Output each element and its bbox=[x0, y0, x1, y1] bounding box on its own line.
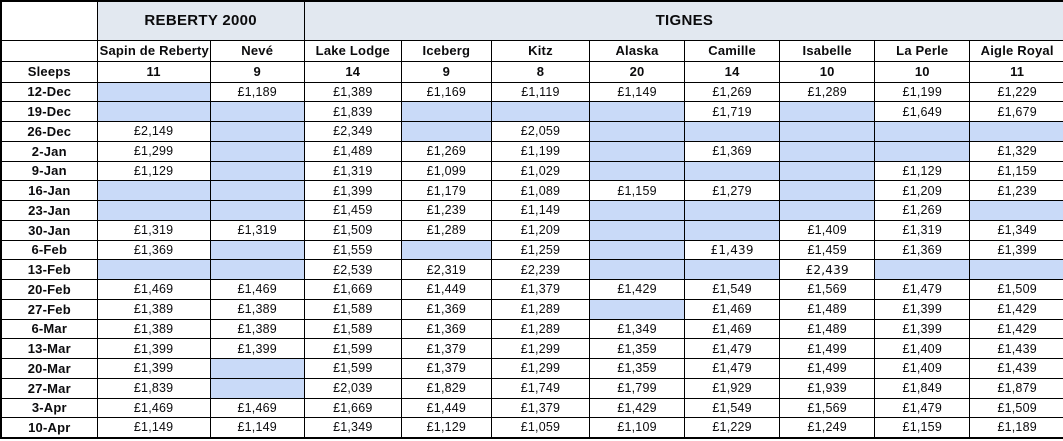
price-cell: £1,409 bbox=[780, 220, 875, 240]
week-row-3-apr bbox=[1, 398, 1063, 418]
chalet-header-spacer bbox=[1, 40, 97, 61]
unavailable-cell bbox=[875, 141, 970, 161]
date-label-13-mar: 13-Mar bbox=[1, 339, 97, 359]
unavailable-cell bbox=[970, 260, 1063, 280]
price-cell: £1,399 bbox=[304, 181, 401, 201]
date-label-13-feb: 13-Feb bbox=[1, 260, 97, 280]
unavailable-cell bbox=[210, 102, 304, 122]
price-cell: £1,929 bbox=[685, 378, 780, 398]
price-cell: £1,159 bbox=[590, 181, 685, 201]
unavailable-cell bbox=[685, 122, 780, 142]
price-cell: £1,379 bbox=[491, 398, 589, 418]
chalet-name-kitz: Kitz bbox=[491, 40, 589, 61]
unavailable-cell bbox=[685, 260, 780, 280]
price-cell: £1,749 bbox=[491, 378, 589, 398]
week-row-2-jan bbox=[1, 141, 1063, 161]
date-label-27-mar: 27-Mar bbox=[1, 378, 97, 398]
price-cell: £1,289 bbox=[780, 82, 875, 102]
price-cell: £1,469 bbox=[97, 398, 210, 418]
price-cell: £1,389 bbox=[210, 319, 304, 339]
price-cell: £2,439 bbox=[780, 260, 875, 280]
sleeps-value-sapin-de-reberty: 11 bbox=[97, 61, 210, 82]
price-cell: £1,199 bbox=[491, 141, 589, 161]
week-row-16-jan bbox=[1, 181, 1063, 201]
chalet-name-aigle-royal: Aigle Royal bbox=[970, 40, 1063, 61]
week-row-12-dec bbox=[1, 82, 1063, 102]
price-cell: £1,199 bbox=[875, 82, 970, 102]
price-cell: £1,359 bbox=[590, 339, 685, 359]
price-cell: £1,319 bbox=[875, 220, 970, 240]
price-cell: £1,509 bbox=[304, 220, 401, 240]
unavailable-cell bbox=[210, 122, 304, 142]
price-cell: £1,399 bbox=[97, 359, 210, 379]
price-cell: £1,449 bbox=[401, 280, 491, 300]
price-cell: £1,179 bbox=[401, 181, 491, 201]
price-cell: £1,189 bbox=[970, 418, 1063, 438]
unavailable-cell bbox=[590, 299, 685, 319]
price-cell: £1,189 bbox=[210, 82, 304, 102]
unavailable-cell bbox=[780, 201, 875, 221]
unavailable-cell bbox=[97, 260, 210, 280]
date-label-20-mar: 20-Mar bbox=[1, 359, 97, 379]
price-cell: £1,559 bbox=[304, 240, 401, 260]
price-cell: £2,039 bbox=[304, 378, 401, 398]
unavailable-cell bbox=[210, 378, 304, 398]
date-label-16-jan: 16-Jan bbox=[1, 181, 97, 201]
unavailable-cell bbox=[590, 122, 685, 142]
chalet-name-la-perle: La Perle bbox=[875, 40, 970, 61]
price-cell: £1,089 bbox=[491, 181, 589, 201]
week-row-13-feb bbox=[1, 260, 1063, 280]
date-label-6-mar: 6-Mar bbox=[1, 319, 97, 339]
price-cell: £1,509 bbox=[970, 280, 1063, 300]
price-cell: £1,499 bbox=[780, 359, 875, 379]
price-cell: £1,409 bbox=[875, 339, 970, 359]
chalet-name-camille: Camille bbox=[685, 40, 780, 61]
date-label-23-jan: 23-Jan bbox=[1, 201, 97, 221]
chalet-name-alaska: Alaska bbox=[590, 40, 685, 61]
price-cell: £1,389 bbox=[97, 319, 210, 339]
unavailable-cell bbox=[97, 181, 210, 201]
unavailable-cell bbox=[780, 161, 875, 181]
price-cell: £1,149 bbox=[590, 82, 685, 102]
price-cell: £1,439 bbox=[685, 240, 780, 260]
price-cell: £1,719 bbox=[685, 102, 780, 122]
week-row-6-feb bbox=[1, 240, 1063, 260]
unavailable-cell bbox=[401, 102, 491, 122]
price-cell: £1,289 bbox=[491, 319, 589, 339]
unavailable-cell bbox=[97, 102, 210, 122]
price-cell: £1,469 bbox=[685, 319, 780, 339]
week-row-13-mar bbox=[1, 339, 1063, 359]
price-cell: £1,509 bbox=[970, 398, 1063, 418]
price-cell: £1,389 bbox=[97, 299, 210, 319]
price-cell: £1,319 bbox=[210, 220, 304, 240]
unavailable-cell bbox=[685, 220, 780, 240]
price-cell: £1,209 bbox=[491, 220, 589, 240]
sleeps-label: Sleeps bbox=[1, 61, 97, 82]
unavailable-cell bbox=[97, 201, 210, 221]
price-cell: £1,499 bbox=[780, 339, 875, 359]
sleeps-value-lake-lodge: 14 bbox=[304, 61, 401, 82]
price-cell: £1,249 bbox=[780, 418, 875, 438]
unavailable-cell bbox=[491, 102, 589, 122]
chalet-name-sapin-de-reberty: Sapin de Reberty bbox=[97, 40, 210, 61]
unavailable-cell bbox=[210, 240, 304, 260]
unavailable-cell bbox=[590, 161, 685, 181]
price-cell: £1,479 bbox=[685, 359, 780, 379]
price-cell: £1,299 bbox=[491, 359, 589, 379]
price-cell: £1,279 bbox=[685, 181, 780, 201]
price-cell: £1,829 bbox=[401, 378, 491, 398]
price-cell: £1,839 bbox=[97, 378, 210, 398]
price-cell: £1,349 bbox=[304, 418, 401, 438]
unavailable-cell bbox=[780, 181, 875, 201]
price-cell: £1,349 bbox=[970, 220, 1063, 240]
price-cell: £2,539 bbox=[304, 260, 401, 280]
price-cell: £1,489 bbox=[304, 141, 401, 161]
chalet-name-nev: Nevé bbox=[210, 40, 304, 61]
price-cell: £1,469 bbox=[210, 280, 304, 300]
unavailable-cell bbox=[401, 122, 491, 142]
price-cell: £1,469 bbox=[97, 280, 210, 300]
price-cell: £1,399 bbox=[97, 339, 210, 359]
price-cell: £1,399 bbox=[875, 299, 970, 319]
sleeps-value-alaska: 20 bbox=[590, 61, 685, 82]
unavailable-cell bbox=[780, 141, 875, 161]
unavailable-cell bbox=[97, 82, 210, 102]
date-label-20-feb: 20-Feb bbox=[1, 280, 97, 300]
price-cell: £1,299 bbox=[491, 339, 589, 359]
price-cell: £1,879 bbox=[970, 378, 1063, 398]
price-cell: £1,439 bbox=[970, 359, 1063, 379]
sleeps-value-iceberg: 9 bbox=[401, 61, 491, 82]
price-cell: £1,369 bbox=[97, 240, 210, 260]
price-cell: £1,569 bbox=[780, 398, 875, 418]
date-label-6-feb: 6-Feb bbox=[1, 240, 97, 260]
price-cell: £1,569 bbox=[780, 280, 875, 300]
week-row-30-jan bbox=[1, 220, 1063, 240]
chalet-name-iceberg: Iceberg bbox=[401, 40, 491, 61]
week-row-23-jan bbox=[1, 201, 1063, 221]
unavailable-cell bbox=[970, 201, 1063, 221]
price-cell: £1,239 bbox=[970, 181, 1063, 201]
unavailable-cell bbox=[590, 102, 685, 122]
price-cell: £1,839 bbox=[304, 102, 401, 122]
price-cell: £1,209 bbox=[875, 181, 970, 201]
unavailable-cell bbox=[590, 201, 685, 221]
price-cell: £1,239 bbox=[401, 201, 491, 221]
date-label-9-jan: 9-Jan bbox=[1, 161, 97, 181]
price-cell: £1,399 bbox=[210, 339, 304, 359]
resort-header-reberty-2000: REBERTY 2000 bbox=[97, 1, 304, 40]
price-cell: £1,849 bbox=[875, 378, 970, 398]
price-cell: £1,319 bbox=[304, 161, 401, 181]
price-cell: £1,489 bbox=[780, 299, 875, 319]
week-row-10-apr bbox=[1, 418, 1063, 438]
price-cell: £1,349 bbox=[590, 319, 685, 339]
price-cell: £1,549 bbox=[685, 398, 780, 418]
price-cell: £1,469 bbox=[685, 299, 780, 319]
week-row-26-dec bbox=[1, 122, 1063, 142]
price-cell: £1,059 bbox=[491, 418, 589, 438]
price-cell: £1,269 bbox=[685, 82, 780, 102]
price-cell: £1,379 bbox=[491, 280, 589, 300]
price-cell: £1,379 bbox=[401, 359, 491, 379]
price-cell: £1,159 bbox=[875, 418, 970, 438]
price-cell: £1,429 bbox=[590, 280, 685, 300]
unavailable-cell bbox=[970, 122, 1063, 142]
price-cell: £1,229 bbox=[970, 82, 1063, 102]
price-cell: £1,589 bbox=[304, 299, 401, 319]
price-cell: £1,649 bbox=[875, 102, 970, 122]
sleeps-value-kitz: 8 bbox=[491, 61, 589, 82]
price-cell: £1,599 bbox=[304, 339, 401, 359]
price-cell: £1,149 bbox=[210, 418, 304, 438]
price-cell: £1,599 bbox=[304, 359, 401, 379]
date-label-2-jan: 2-Jan bbox=[1, 141, 97, 161]
week-row-19-dec bbox=[1, 102, 1063, 122]
price-cell: £1,169 bbox=[401, 82, 491, 102]
date-label-30-jan: 30-Jan bbox=[1, 220, 97, 240]
unavailable-cell bbox=[590, 240, 685, 260]
table-body bbox=[1, 82, 1063, 438]
price-cell: £1,379 bbox=[401, 339, 491, 359]
sleeps-value-camille: 14 bbox=[685, 61, 780, 82]
price-cell: £2,149 bbox=[97, 122, 210, 142]
date-label-27-feb: 27-Feb bbox=[1, 299, 97, 319]
unavailable-cell bbox=[590, 260, 685, 280]
price-cell: £1,109 bbox=[590, 418, 685, 438]
price-cell: £1,399 bbox=[970, 240, 1063, 260]
sleeps-value-isabelle: 10 bbox=[780, 61, 875, 82]
price-cell: £1,549 bbox=[685, 280, 780, 300]
table-header bbox=[1, 1, 1063, 82]
price-cell: £2,319 bbox=[401, 260, 491, 280]
price-cell: £1,129 bbox=[401, 418, 491, 438]
price-cell: £1,369 bbox=[685, 141, 780, 161]
unavailable-cell bbox=[210, 201, 304, 221]
unavailable-cell bbox=[875, 122, 970, 142]
price-cell: £2,349 bbox=[304, 122, 401, 142]
sleeps-value-nev: 9 bbox=[210, 61, 304, 82]
price-cell: £1,289 bbox=[491, 299, 589, 319]
price-cell: £1,429 bbox=[970, 319, 1063, 339]
price-cell: £1,229 bbox=[685, 418, 780, 438]
date-label-10-apr: 10-Apr bbox=[1, 418, 97, 438]
unavailable-cell bbox=[780, 102, 875, 122]
resort-header-row bbox=[1, 1, 1063, 40]
week-row-9-jan bbox=[1, 161, 1063, 181]
price-cell: £2,239 bbox=[491, 260, 589, 280]
price-cell: £1,669 bbox=[304, 280, 401, 300]
price-cell: £1,369 bbox=[401, 319, 491, 339]
unavailable-cell bbox=[780, 122, 875, 142]
week-row-27-feb bbox=[1, 299, 1063, 319]
price-cell: £1,099 bbox=[401, 161, 491, 181]
resort-header-tignes: TIGNES bbox=[304, 1, 1063, 40]
unavailable-cell bbox=[685, 201, 780, 221]
unavailable-cell bbox=[685, 161, 780, 181]
unavailable-cell bbox=[210, 260, 304, 280]
price-cell: £1,389 bbox=[210, 299, 304, 319]
price-cell: £1,469 bbox=[210, 398, 304, 418]
price-cell: £1,679 bbox=[970, 102, 1063, 122]
price-cell: £1,589 bbox=[304, 319, 401, 339]
sleeps-row bbox=[1, 61, 1063, 82]
week-row-20-feb bbox=[1, 280, 1063, 300]
date-label-26-dec: 26-Dec bbox=[1, 122, 97, 142]
date-label-19-dec: 19-Dec bbox=[1, 102, 97, 122]
price-cell: £1,129 bbox=[875, 161, 970, 181]
price-cell: £1,399 bbox=[875, 319, 970, 339]
price-cell: £1,369 bbox=[875, 240, 970, 260]
unavailable-cell bbox=[210, 181, 304, 201]
price-cell: £1,479 bbox=[875, 280, 970, 300]
price-cell: £1,799 bbox=[590, 378, 685, 398]
price-cell: £1,479 bbox=[685, 339, 780, 359]
unavailable-cell bbox=[590, 141, 685, 161]
price-cell: £1,129 bbox=[97, 161, 210, 181]
chalet-name-lake-lodge: Lake Lodge bbox=[304, 40, 401, 61]
unavailable-cell bbox=[401, 240, 491, 260]
unavailable-cell bbox=[210, 141, 304, 161]
price-cell: £1,479 bbox=[875, 398, 970, 418]
unavailable-cell bbox=[875, 260, 970, 280]
price-cell: £1,259 bbox=[491, 240, 589, 260]
date-label-12-dec: 12-Dec bbox=[1, 82, 97, 102]
week-row-20-mar bbox=[1, 359, 1063, 379]
chalet-name-row bbox=[1, 40, 1063, 61]
price-cell: £1,429 bbox=[970, 299, 1063, 319]
chalet-name-isabelle: Isabelle bbox=[780, 40, 875, 61]
price-cell: £1,939 bbox=[780, 378, 875, 398]
price-cell: £1,119 bbox=[491, 82, 589, 102]
price-cell: £1,389 bbox=[304, 82, 401, 102]
price-cell: £1,149 bbox=[491, 201, 589, 221]
price-cell: £1,439 bbox=[970, 339, 1063, 359]
week-row-6-mar bbox=[1, 319, 1063, 339]
sleeps-value-la-perle: 10 bbox=[875, 61, 970, 82]
price-cell: £1,459 bbox=[304, 201, 401, 221]
price-cell: £1,429 bbox=[590, 398, 685, 418]
price-cell: £1,329 bbox=[970, 141, 1063, 161]
price-cell: £1,449 bbox=[401, 398, 491, 418]
price-cell: £1,269 bbox=[401, 141, 491, 161]
unavailable-cell bbox=[210, 359, 304, 379]
price-cell: £1,669 bbox=[304, 398, 401, 418]
corner-cell bbox=[1, 1, 97, 40]
price-cell: £1,159 bbox=[970, 161, 1063, 181]
price-cell: £1,409 bbox=[875, 359, 970, 379]
unavailable-cell bbox=[590, 220, 685, 240]
price-cell: £1,289 bbox=[401, 220, 491, 240]
date-label-3-apr: 3-Apr bbox=[1, 398, 97, 418]
price-cell: £1,459 bbox=[780, 240, 875, 260]
price-cell: £1,029 bbox=[491, 161, 589, 181]
price-cell: £1,369 bbox=[401, 299, 491, 319]
price-cell: £1,359 bbox=[590, 359, 685, 379]
price-cell: £1,319 bbox=[97, 220, 210, 240]
sleeps-value-aigle-royal: 11 bbox=[970, 61, 1063, 82]
price-cell: £2,059 bbox=[491, 122, 589, 142]
price-cell: £1,149 bbox=[97, 418, 210, 438]
price-cell: £1,269 bbox=[875, 201, 970, 221]
week-row-27-mar bbox=[1, 378, 1063, 398]
price-cell: £1,489 bbox=[780, 319, 875, 339]
price-cell: £1,299 bbox=[97, 141, 210, 161]
unavailable-cell bbox=[210, 161, 304, 181]
